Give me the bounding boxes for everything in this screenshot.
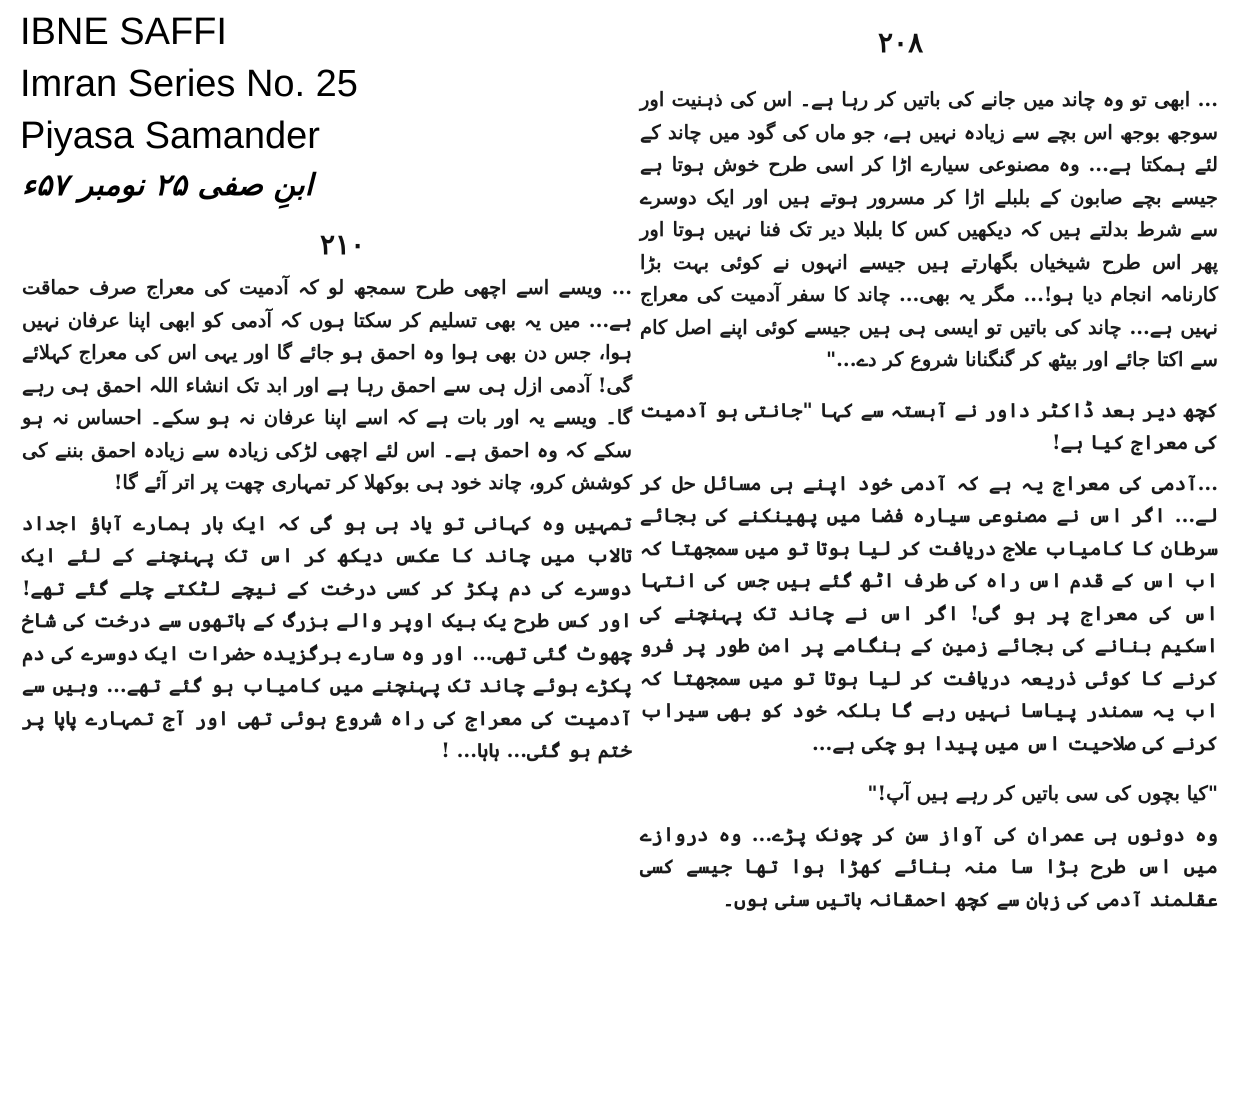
paragraph: تمہیں وہ کہانی تو یاد ہی ہو گی کہ ایک بار ہمارے آباؤ اجداد تالاب میں چاند کا عکس دیکھ کر اس تک پہنچنے کے لئے ایک دوسرے کی دم پکڑ کر کسی درخت کے نیچے لٹکتے چلے گئے تھے! اور کس طرح یک بیک اوپر والے بزرگ کے ہاتھوں سے درخت کی شاخ چھوٹ گئی تھی... اور وہ سارے برگزیدہ حضرات ایک دوسرے کی دم پکڑے ہوئے چاند تک پہنچنے میں کامیاب ہو گئے تھے... وہیں سے آدمیت کی معراج کی راہ شروع ہوئی تھی اور آج تمہارے پاپا پر ختم ہو گئی... ہاہا... !: [22, 511, 632, 762]
paragraph: ...آدمی کی معراج یہ ہے کہ آدمی خود اپنے ہی مسائل حل کر لے... اگر اس نے مصنوعی سیارہ فضا میں پھینکنے کی بجائے سرطان کا کامیاب علاج دریافت کر لیا ہوتا تو میں سمجھتا کہ اب اس کے قدم اس راہ کی طرف اٹھ گئے ہیں جس کی انتہا اس کی معراج پر ہو گی! اگر اس نے چاند تک پہنچنے کی اسکیم بنانے کی بجائے زمین کے ہنگامے پر امن طور پر فرو کرنے کا کوئی ذریعہ دریافت کر لیا ہوتا تو میں سمجھتا کہ اب یہ سمندر پیاسا نہیں رہے گا بلکہ خود کو بھی سیراب کرنے کی صلاحیت اس میں پیدا ہو چکی ہے...: [640, 471, 1218, 755]
author-name: IBNE SAFFI: [20, 11, 227, 53]
paragraph: ... ویسے اسے اچھی طرح سمجھ لو کہ آدمیت کی معراج صرف حماقت ہے... میں یہ بھی تسلیم کر سکتا ہوں کہ آدمی کو ابھی اپنا عرفان نہیں ہوا، جس دن بھی ہوا وہ احمق ہو جائے گا اور یہی اس کی معراج کہلائے گی! آدمی ازل ہی سے احمق رہا ہے اور ابد تک انشاء اللہ احمق ہی رہے گا۔ ویسے یہ اور بات ہے کہ اسے اپنا عرفان نہ ہو سکے۔ احساس نہ ہو سکے کہ وہ احمق ہے۔ اس لئے اچھی لڑکی زیادہ سے زیادہ احمق بننے کی کوشش کرو، چاند خود ہی بوکھلا کر تمہاری چھت پر اتر آئے گا!: [22, 276, 632, 494]
header: [20, 6, 358, 162]
series-number: Imran Series No. 25: [20, 63, 358, 105]
paragraph: کچھ دیر بعد ڈاکٹر داور نے آہستہ سے کہا "جانتی ہو آدمیت کی معراج کیا ہے!: [640, 398, 1218, 454]
paragraph: وہ دونوں ہی عمران کی آواز سن کر چونک پڑے... وہ دروازے میں اس طرح بڑا سا منہ بنائے کھڑا ہوا تھا جیسے کسی عقلمند آدمی کی زبان سے کچھ احمقانہ باتیں سنی ہوں۔: [640, 822, 1218, 911]
page-number-right: ۲۰۸: [878, 26, 924, 59]
page-number-left: ۲۱۰: [320, 228, 366, 261]
paragraph: "کیا بچوں کی سی باتیں کر رہے ہیں آپ!": [867, 782, 1218, 805]
right-page-text: [640, 84, 1218, 924]
novel-title: Piyasa Samander: [20, 115, 320, 157]
left-page-text: [22, 272, 632, 776]
handwritten-signature: ابنِ صفی ۲۵ نومبر ۵۷ء: [22, 168, 314, 203]
paragraph: ... ابھی تو وہ چاند میں جانے کی باتیں کر رہا ہے۔ اس کی ذہنیت اور سوجھ بوجھ اس بچے سے زیادہ نہیں ہے، جو ماں کی گود میں چاند کے لئے ہمکتا ہے... وہ مصنوعی سیارے اڑا کر اسی طرح خوش ہوتا ہے جیسے بچے صابون کے بلبلے اڑا کر مسرور ہوتے ہیں اور ایک دوسرے سے شرط بدلتے ہیں کہ دیکھیں کس کا بلبلا دیر تک فنا نہیں ہوتا اور پھر اس طرح شیخیاں بگھارتے ہیں جیسے انہوں نے کوئی بہت بڑا کارنامہ انجام دیا ہو!... مگر یہ بھی... چاند کا سفر آدمیت کی معراج نہیں ہے... چاند کی باتیں تو ایسی ہی ہیں جیسے کوئی اپنے اصل کام سے اکتا جائے اور بیٹھ کر گنگنانا شروع کر دے...": [640, 88, 1218, 371]
